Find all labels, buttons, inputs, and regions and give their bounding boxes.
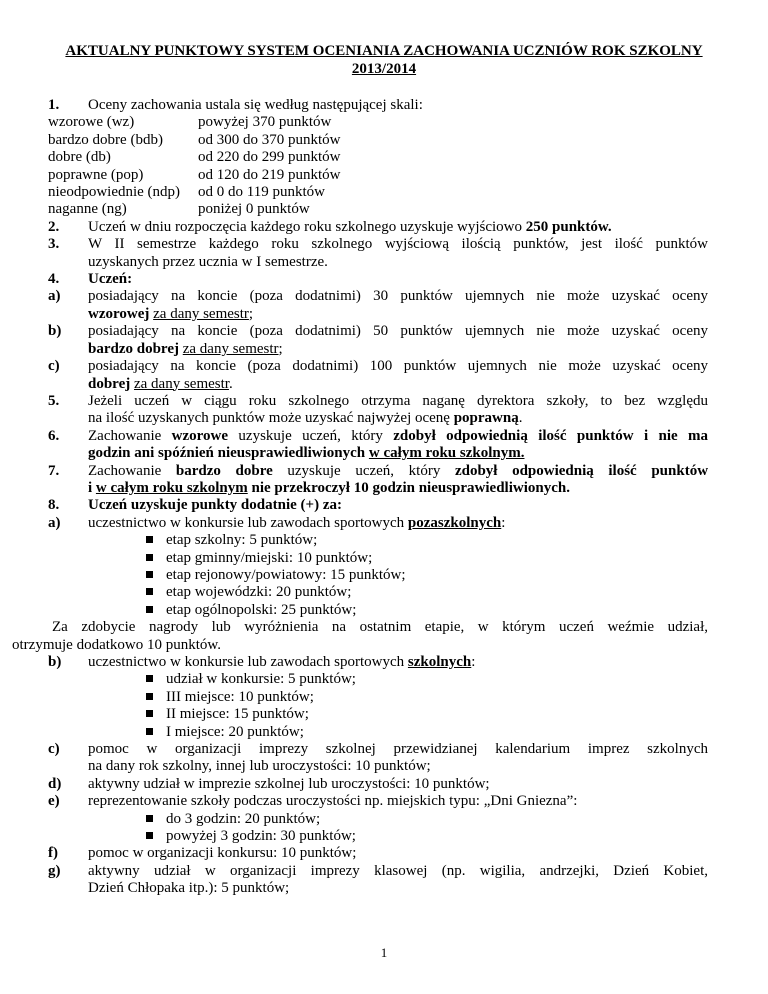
- section-8e: e) reprezentowanie szkoły podczas uroczystości np. miejskich typu: „Dni Gniezna”:: [48, 793, 578, 810]
- grade-range: od 220 do 299 punktów: [198, 149, 341, 166]
- grade-range: od 300 do 370 punktów: [198, 131, 341, 148]
- grade-label: poprawne (pop): [48, 166, 144, 183]
- grade-range: od 120 do 219 punktów: [198, 166, 341, 183]
- grade-label: bardzo dobre (bdb): [48, 131, 163, 148]
- page-number: 1: [380, 945, 388, 960]
- section-5: 5. Jeżeli uczeń w ciągu roku szkolnego otrzyma naganę dyrektora szkoły, to bez względu na ilość uzyskanych punktów może uzyskać najwyżej ocenę poprawną.: [48, 392, 708, 427]
- bullet-icon: [146, 571, 153, 578]
- section-6: 6. Zachowanie wzorowe uzyskuje uczeń, który zdobył odpowiednią ilość punktów i nie ma godzin ani spóźnień nieusprawiedliwionych w całym roku szkolnym.: [48, 427, 709, 462]
- section-2: 2. Uczeń w dniu rozpoczęcia każdego roku szkolnego uzyskuje wyjściowo 250 punktów.: [48, 218, 612, 235]
- section-8f: f) pomoc w organizacji konkursu: 10 punktów;: [48, 845, 357, 862]
- section-8b: b) uczestnictwo w konkursie lub zawodach sportowych szkolnych:: [48, 654, 476, 670]
- section-4b: b) posiadający na koncie (poza dodatnimi) 50 punktów ujemnych nie może uzyskać oceny bardzo dobrej za dany semestr;: [48, 323, 708, 357]
- grade-range: od 0 do 119 punktów: [198, 184, 325, 201]
- section-3: 3. W II semestrze każdego roku szkolnego wyjściową ilością punktów, jest ilość punktów uzyskanych przez ucznia w I semestrze.: [48, 236, 708, 270]
- list-item: do 3 godzin: 20 punktów;: [166, 811, 708, 828]
- grade-label: dobre (db): [48, 149, 111, 166]
- section-1: 1. Oceny zachowania ustala się według następującej skali:: [48, 97, 423, 113]
- list-item: etap wojewódzki: 20 punktów;: [166, 584, 708, 601]
- bullet-icon: [146, 728, 153, 735]
- document-title: AKTUALNY PUNKTOWY SYSTEM OCENIANIA ZACHOWANIA UCZNIÓW ROK SZKOLNY 2013/2014: [65, 43, 703, 77]
- section-8g: g) aktywny udział w organizacji imprezy klasowej (np. wigilia, andrzejki, Dzień Kobiet, Dzień Chłopaka itp.): 5 punktów;: [48, 862, 708, 897]
- section-8: 8. Uczeń uzyskuje punkty dodatnie (+) za:: [48, 497, 342, 514]
- section-4: 4. Uczeń:: [48, 271, 133, 288]
- list-item: II miejsce: 15 punktów;: [166, 706, 708, 723]
- bullet-icon: [146, 693, 153, 700]
- list-item: etap rejonowy/powiatowy: 15 punktów;: [166, 567, 708, 584]
- bonus-note-cont: otrzymuje dodatkowo 10 punktów.: [12, 636, 221, 653]
- section-8d: d) aktywny udział w imprezie szkolnej lub uroczystości: 10 punktów;: [48, 775, 490, 792]
- bullet-icon: [146, 536, 153, 543]
- grade-label: naganne (ng): [48, 201, 127, 218]
- list-item: etap ogólnopolski: 25 punktów;: [166, 602, 708, 619]
- grade-label: wzorowe (wz): [48, 114, 135, 131]
- section-4a: a) posiadający na koncie (poza dodatnimi) 30 punktów ujemnych nie może uzyskać oceny wzorowej za dany semestr;: [48, 288, 708, 322]
- grade-scale: [48, 114, 708, 218]
- bullet-icon: [146, 606, 153, 613]
- document-body: [12, 97, 709, 898]
- section-8a: a) uczestnictwo w konkursie lub zawodach sportowych pozaszkolnych:: [48, 514, 506, 531]
- section-8c: c) pomoc w organizacji imprezy szkolnej przewidzianej kalendarium imprez szkolnych na dany rok szkolny, innej lub uroczystości: 10 punktów;: [48, 741, 708, 775]
- section-7: 7. Zachowanie bardzo dobre uzyskuje uczeń, który zdobył odpowiednią ilość punktów i w całym roku szkolnym nie przekroczył 10 godzin nieusprawiedliwionych.: [48, 462, 709, 496]
- grade-range: powyżej 370 punktów: [198, 114, 332, 131]
- grade-label: nieodpowiednie (ndp): [48, 184, 181, 201]
- list-item: I miejsce: 20 punktów;: [166, 724, 708, 741]
- bullet-icon: [146, 588, 153, 595]
- bullet-icon: [146, 554, 153, 561]
- bullet-icon: [146, 815, 153, 822]
- list-item: udział w konkursie: 5 punktów;: [166, 671, 708, 688]
- bonus-note: Za zdobycie nagrody lub wyróżnienia na ostatnim etapie, w którym uczeń weźmie udział,: [52, 619, 708, 636]
- bullet-icon: [146, 710, 153, 717]
- grade-range: poniżej 0 punktów: [198, 201, 310, 218]
- list-item: etap gminny/miejski: 10 punktów;: [166, 550, 708, 567]
- list-item: powyżej 3 godzin: 30 punktów;: [166, 828, 708, 845]
- bullet-icon: [146, 675, 153, 682]
- list-item: etap szkolny: 5 punktów;: [166, 532, 708, 549]
- bullet-icon: [146, 832, 153, 839]
- section-4c: c) posiadający na koncie (poza dodatnimi) 100 punktów ujemnych nie może uzyskać oceny dobrej za dany semestr.: [48, 358, 708, 392]
- list-item: III miejsce: 10 punktów;: [166, 689, 708, 706]
